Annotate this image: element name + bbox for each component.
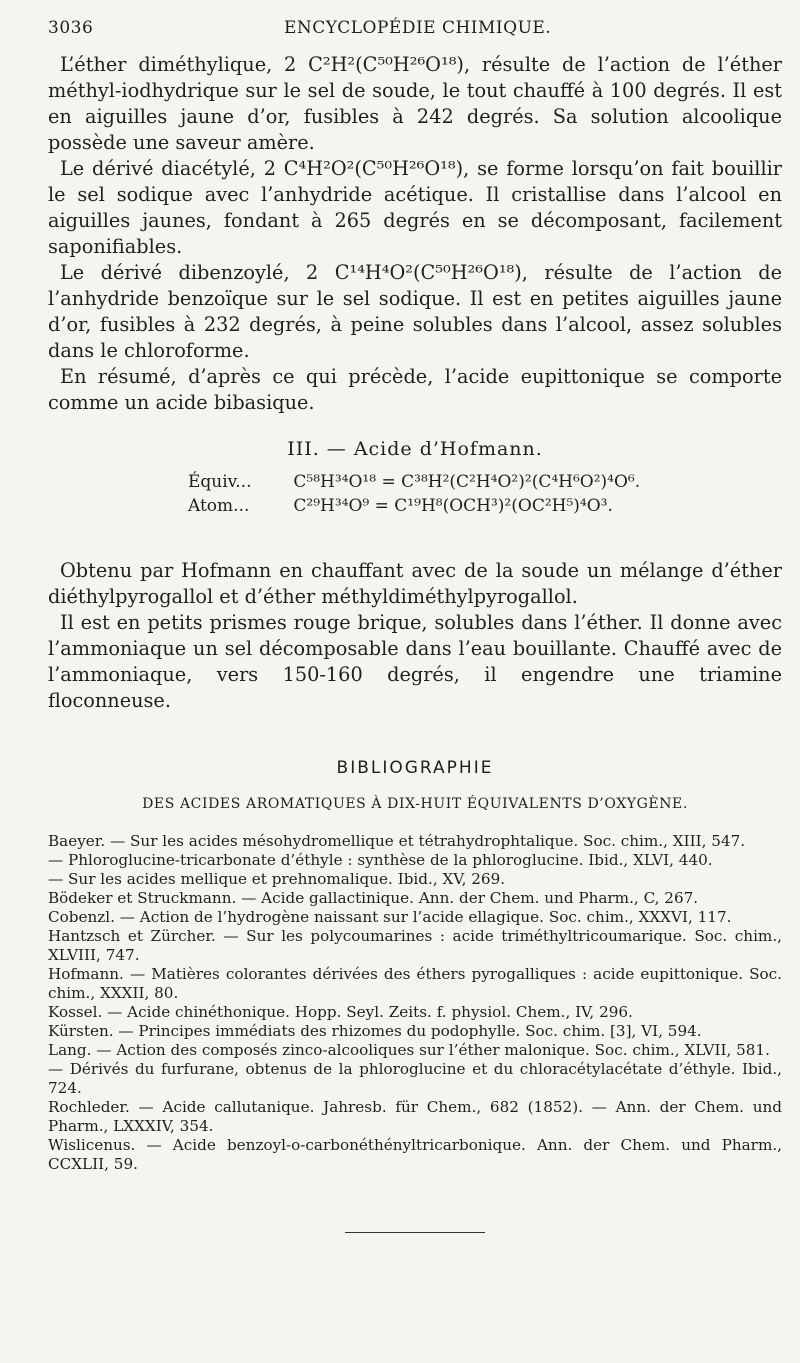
page — [48, 18, 782, 1233]
formula-atom-label: Atom... — [188, 496, 250, 516]
reference-item: Hofmann. — Matières colorantes dérivées des éthers pyrogalliques : acide eupittonique. Soc. chim., XXXII, 80. — [48, 965, 782, 1002]
reference-item: — Dérivés du furfurane, obtenus de la phloroglucine et du chloracétylacétate d’éthyle. Ibid., 724. — [48, 1060, 782, 1097]
reference-item: — Phloroglucine-tricarbonate d’éthyle : synthèse de la phloroglucine. Ibid., XLVI, 440. — [48, 851, 713, 869]
paragraph-resume: En résumé, d’après ce qui précède, l’acide eupittonique se comporte comme un acide bibasique. — [48, 365, 782, 414]
reference-item: Baeyer. — Sur les acides mésohydromellique et tétrahydrophtalique. Soc. chim., XIII, 547. — [48, 832, 746, 850]
closing-rule — [345, 1232, 485, 1233]
formula-equiv-value: C⁵⁸H³⁴O¹⁸ = C³⁸H²(C²H⁴O²)²(C⁴H⁶O²)⁴O⁶. — [293, 472, 641, 492]
paragraph-obtenu: Obtenu par Hofmann en chauffant avec de la soude un mélange d’éther diéthylpyrogallol et d’éther méthyldiméthylpyrogallol. — [48, 559, 782, 608]
running-header — [48, 18, 782, 38]
reference-item: Kossel. — Acide chinéthonique. Hopp. Seyl. Zeits. f. physiol. Chem., IV, 296. — [48, 1003, 633, 1021]
formula-atom-value: C²⁹H³⁴O⁹ = C¹⁹H⁸(OCH³)²(OC²H⁵)⁴O³. — [293, 496, 613, 516]
bibliography-list — [48, 832, 782, 1174]
reference-item: Kürsten. — Principes immédiats des rhizomes du podophylle. Soc. chim. [3], VI, 594. — [48, 1022, 702, 1040]
body-text-hofmann — [48, 558, 782, 714]
reference-item: Rochleder. — Acide callutanique. Jahresb. für Chem., 682 (1852). — Ann. der Chem. und Pharm., LXXXIV, 354. — [48, 1098, 782, 1135]
formula-atom — [188, 494, 782, 518]
bibliography-title: BIBLIOGRAPHIE — [336, 758, 494, 778]
formula-equiv — [188, 470, 782, 494]
reference-item: Wislicenus. — Acide benzoyl-o-carbonéthényltricarbonique. Ann. der Chem. und Pharm., CCXLII, 59. — [48, 1136, 782, 1173]
formula-equiv-label: Équiv... — [188, 472, 252, 492]
bibliography-subtitle: DES ACIDES AROMATIQUES À DIX-HUIT ÉQUIVALENTS D’OXYGÈNE. — [142, 796, 688, 812]
body-text — [48, 52, 782, 416]
reference-item: Bödeker et Struckmann. — Acide gallactinique. Ann. der Chem. und Pharm., C, 267. — [48, 889, 699, 907]
reference-item: Cobenzl. — Action de l’hydrogène naissant sur l’acide ellagique. Soc. chim., XXXVI, 117. — [48, 908, 732, 926]
page-number: 3036 — [48, 18, 94, 38]
paragraph-derive-diacetyle: Le dérivé diacétylé, 2 C⁴H²O²(C⁵⁰H²⁶O¹⁸), se forme lorsqu’on fait bouillir le sel sodique avec l’anhydride acétique. Il cristallise dans l’alcool en aiguilles jaunes, fondant à 265 degrés en se décomposant, facilement saponifiables. — [48, 157, 782, 258]
reference-item: Hantzsch et Zürcher. — Sur les polycoumarines : acide triméthyltricoumarique. Soc. chim., XLVIII, 747. — [48, 927, 782, 964]
running-title: ENCYCLOPÉDIE CHIMIQUE. — [284, 18, 552, 38]
section-title: III. — Acide d’Hofmann. — [287, 438, 543, 460]
reference-item: — Sur les acides mellique et prehnomalique. Ibid., XV, 269. — [48, 870, 506, 888]
paragraph-ether-dimethylique: L’éther diméthylique, 2 C²H²(C⁵⁰H²⁶O¹⁸), résulte de l’action de l’éther méthyl-iodhydrique sur le sel de soude, le tout chauffé à 100 degrés. Il est en aiguilles jaune d’or, fusibles à 242 degrés. Sa solution alcoolique possède une saveur amère. — [48, 53, 782, 154]
paragraph-derive-dibenzoyle: Le dérivé dibenzoylé, 2 C¹⁴H⁴O²(C⁵⁰H²⁶O¹⁸), résulte de l’action de l’anhydride benzoïque sur le sel sodique. Il est en petites aiguilles jaune d’or, fusibles à 232 degrés, à peine solubles dans l’alcool, assez solubles dans le chloroforme. — [48, 261, 782, 362]
reference-item: Lang. — Action des composés zinco-alcooliques sur l’éther malonique. Soc. chim., XLVII, 581. — [48, 1041, 770, 1059]
paragraph-prismes: Il est en petits prismes rouge brique, solubles dans l’éther. Il donne avec l’ammoniaque un sel décomposable dans l’eau bouillante. Chauffé avec de l’ammoniaque, vers 150-160 degrés, il engendre une triamine floconneuse. — [48, 611, 782, 712]
